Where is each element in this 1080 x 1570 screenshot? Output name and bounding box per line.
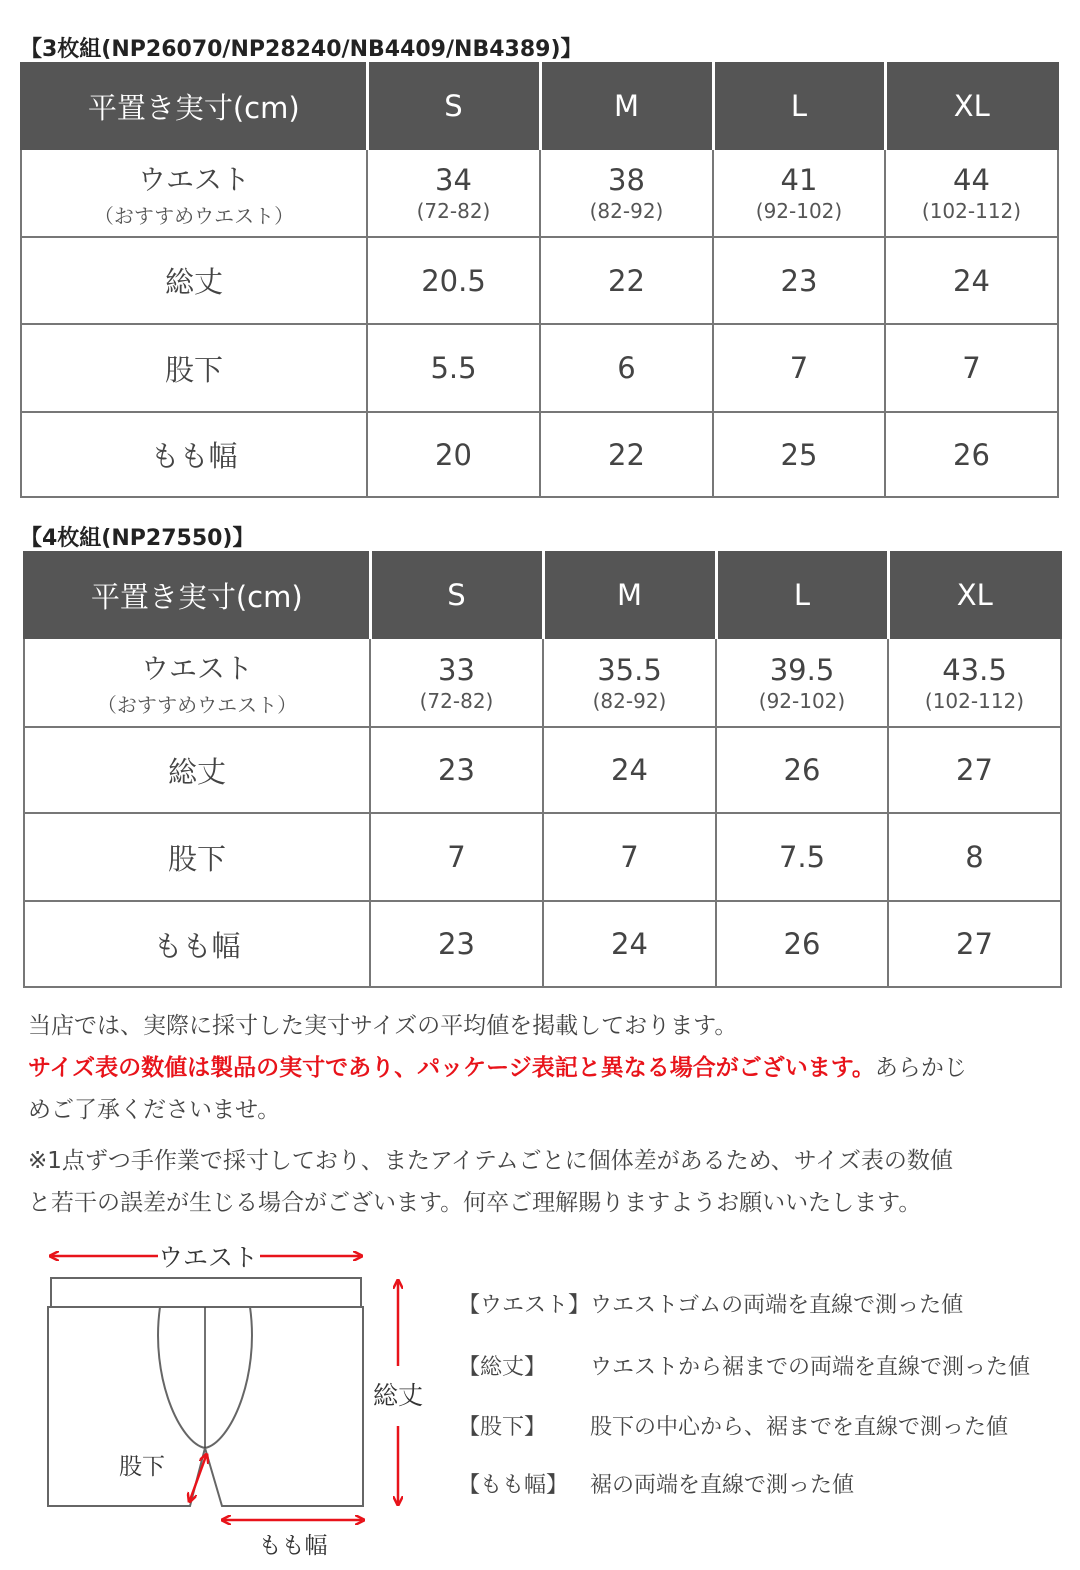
table-cell: [543, 638, 716, 727]
table-cell: 26: [716, 901, 888, 987]
table-cell: 27: [888, 901, 1061, 987]
cell-subvalue: (82-92): [589, 199, 664, 223]
table-cell: 7: [543, 813, 716, 901]
measurement-diagram: [30, 1238, 450, 1568]
header-size-s: S: [367, 63, 540, 149]
table-row-length: [21, 237, 1058, 324]
table-cell: [367, 149, 540, 237]
waist-label: ウエスト: [137, 162, 250, 196]
table-cell: [713, 149, 885, 237]
table-cell: 25: [713, 412, 885, 497]
legend-item-waist: [458, 1288, 963, 1319]
table-row-waist: [21, 149, 1058, 237]
thigh-diagram-label: もも幅: [258, 1533, 328, 1559]
header-size-l: L: [716, 552, 888, 638]
header-size-s: S: [370, 552, 543, 638]
table-cell: 5.5: [367, 324, 540, 412]
legend-desc: 裾の両端を直線で測った値: [590, 1473, 855, 1498]
table-cell: 24: [543, 901, 716, 987]
length-diagram-label: 総丈: [372, 1381, 424, 1410]
waist-diagram-label: ウエスト: [157, 1243, 259, 1272]
cell-subvalue: (102-112): [921, 199, 1022, 223]
header-size-m: M: [540, 63, 713, 149]
table-1-title: 【3枚組(NP26070/NP28240/NB4409/NB4389)】: [20, 37, 583, 62]
table-cell: 7: [370, 813, 543, 901]
legend-key: 【股下】: [458, 1415, 547, 1440]
table-cell: [716, 638, 888, 727]
note-line: 当店では、実際に採寸した実寸サイズの平均値を掲載しております。: [28, 1013, 738, 1039]
cell-subvalue: (92-102): [758, 688, 846, 713]
header-label: 平置き実寸(cm): [24, 552, 370, 638]
table-cell: [370, 638, 543, 727]
table-header-row: [24, 552, 1061, 638]
table-cell: 24: [885, 237, 1058, 324]
inseam-diagram-label: 股下: [119, 1454, 165, 1480]
table-cell: 24: [543, 727, 716, 813]
table-cell: 26: [885, 412, 1058, 497]
legend-desc: ウエストから裾までの両端を直線で測った値: [590, 1355, 1031, 1380]
table-header-row: [21, 63, 1058, 149]
table-cell: 27: [888, 727, 1061, 813]
row-label: もも幅: [24, 901, 370, 987]
cell-value: 44: [953, 163, 990, 197]
waist-sublabel: （おすすめウエスト）: [93, 203, 295, 228]
legend-key: 【総丈】: [458, 1355, 547, 1380]
row-label: 総丈: [24, 727, 370, 813]
legend-desc: ウエストゴムの両端を直線で測った値: [590, 1293, 964, 1318]
row-label: 総丈: [21, 237, 367, 324]
legend-key: 【もも幅】: [458, 1473, 569, 1498]
size-notes: [28, 1005, 1058, 1224]
header-size-xl: XL: [885, 63, 1058, 149]
cell-value: 39.5: [769, 652, 835, 687]
table-cell: 23: [713, 237, 885, 324]
note-line: と若干の誤差が生じる場合がございます。何卒ご理解賜りますようお願いいたします。: [28, 1190, 922, 1216]
table-cell: 22: [540, 412, 713, 497]
cell-subvalue: (72-82): [416, 199, 491, 223]
table-cell: [540, 149, 713, 237]
table-row-inseam: [21, 324, 1058, 412]
table-row-thigh: [21, 412, 1058, 497]
legend-item-length: [458, 1350, 1030, 1381]
row-label: もも幅: [21, 412, 367, 497]
table-row-inseam: [24, 813, 1061, 901]
cell-value: 38: [608, 163, 645, 197]
size-table-1: [20, 62, 1059, 498]
waist-sublabel: （おすすめウエスト）: [96, 693, 298, 717]
table-cell: 23: [370, 901, 543, 987]
row-label: [21, 149, 367, 237]
cell-subvalue: (102-112): [924, 688, 1025, 713]
cell-value: 41: [780, 163, 818, 197]
table-cell: 7.5: [716, 813, 888, 901]
row-label: [24, 638, 370, 727]
size-table-2: [23, 551, 1062, 988]
header-size-xl: XL: [888, 552, 1061, 638]
note-warning: サイズ表の数値は製品の実寸であり、パッケージ表記と異なる場合がございます。: [28, 1055, 875, 1081]
row-label: 股下: [24, 813, 370, 901]
table-cell: 7: [885, 324, 1058, 412]
row-label: 股下: [21, 324, 367, 412]
table-cell: 26: [716, 727, 888, 813]
cell-subvalue: (92-102): [755, 199, 843, 223]
cell-value: 33: [438, 652, 475, 687]
cell-subvalue: (82-92): [592, 688, 667, 713]
note-line: めご了承くださいませ。: [28, 1097, 281, 1123]
legend-key: 【ウエスト】: [458, 1293, 591, 1318]
legend-desc: 股下の中心から、裾までを直線で測った値: [590, 1415, 1009, 1440]
header-label: 平置き実寸(cm): [21, 63, 367, 149]
legend-item-inseam: [458, 1410, 1008, 1441]
table-cell: 20.5: [367, 237, 540, 324]
note-line: ※1点ずつ手作業で採寸しており、またアイテムごとに個体差があるため、サイズ表の数値: [28, 1148, 953, 1174]
table-row-length: [24, 727, 1061, 813]
table-cell: [888, 638, 1061, 727]
header-size-m: M: [543, 552, 716, 638]
table-cell: 23: [370, 727, 543, 813]
cell-value: 35.5: [597, 652, 662, 687]
cell-subvalue: (72-82): [419, 688, 494, 713]
table-row-waist: [24, 638, 1061, 727]
table-cell: 20: [367, 412, 540, 497]
header-size-l: L: [713, 63, 885, 149]
legend-item-thigh: [458, 1468, 854, 1499]
table-cell: 6: [540, 324, 713, 412]
note-text: あらかじ: [874, 1055, 967, 1081]
cell-value: 43.5: [942, 652, 1007, 687]
table-cell: [885, 149, 1058, 237]
table-cell: 8: [888, 813, 1061, 901]
table-cell: 7: [713, 324, 885, 412]
waistband-shape: [51, 1278, 361, 1307]
table-row-thigh: [24, 901, 1061, 987]
cell-value: 34: [435, 163, 472, 197]
waist-label: ウエスト: [140, 652, 253, 685]
table-2-title: 【4枚組(NP27550)】: [20, 526, 255, 551]
note-line: [28, 1047, 1058, 1089]
table-cell: 22: [540, 237, 713, 324]
